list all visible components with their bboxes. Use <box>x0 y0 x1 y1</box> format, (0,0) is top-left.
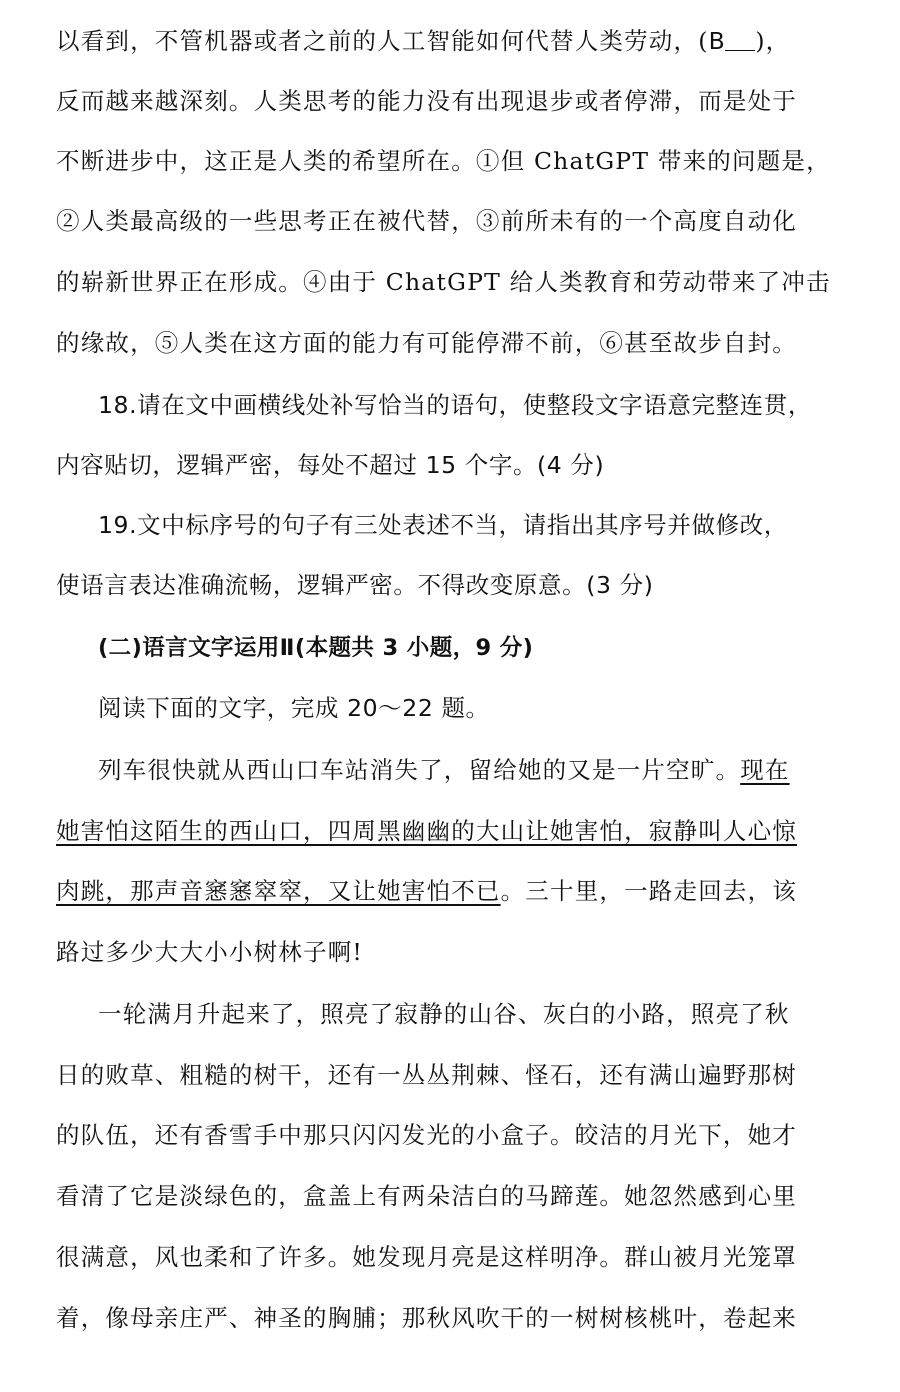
text-segment: 。三十里，一路走回去，该 <box>500 877 798 905</box>
question-18-line-1: 18.请在文中画横线处补写恰当的语句，使整段文字语意完整连贯， <box>98 391 812 419</box>
question-18-line-2: 内容贴切，逻辑严密，每处不超过 15 个字。(4 分) <box>56 451 605 479</box>
passage2-para2-line-4: 看清了它是淡绿色的，盒盖上有两朵洁白的马蹄莲。她忽然感到心里 <box>56 1182 797 1210</box>
passage1-line-6: 的缘故，⑤人类在这方面的能力有可能停滞不前，⑥甚至故步自封。 <box>56 329 797 357</box>
passage2-para2-line-5: 很满意，风也柔和了许多。她发现月亮是这样明净。群山被月光笼罩 <box>56 1243 797 1271</box>
blank-underline <box>725 30 755 51</box>
question-19-line-2: 使语言表达准确流畅，逻辑严密。不得改变原意。(3 分) <box>56 571 654 599</box>
passage2-para1-line-4: 路过多少大大小小树林子啊! <box>56 938 364 966</box>
section-instruction: 阅读下面的文字，完成 20～22 题。 <box>98 694 490 722</box>
answer-blank <box>709 27 756 55</box>
passage2-para1-line-3 <box>56 876 876 906</box>
passage2-para1-line-2 <box>56 816 876 846</box>
section-heading: (二)语言文字运用Ⅱ(本题共 3 小题，9 分) <box>98 635 534 661</box>
passage2-para2-line-2: 日的败草、粗糙的树干，还有一丛丛荆棘、怪石，还有满山遍野那树 <box>56 1061 797 1089</box>
passage1-line-2: 反而越来越深刻。人类思考的能力没有出现退步或者停滞，而是处于 <box>56 87 797 115</box>
text-segment: 列车很快就从西山口车站消失了，留给她的又是一片空旷。 <box>98 756 741 784</box>
text-segment: 以看到，不管机器或者之前的人工智能如何代替人类劳动，( <box>56 27 709 55</box>
blank-letter: B <box>708 27 726 55</box>
question-19-line-1: 19.文中标序号的句子有三处表述不当，请指出其序号并做修改， <box>98 511 788 539</box>
underlined-text: 肉跳，那声音窸窸窣窣，又让她害怕不已 <box>56 877 501 905</box>
passage1-line-3: 不断进步中，这正是人类的希望所在。①但 ChatGPT 带来的问题是， <box>56 147 831 175</box>
passage1-line-5: 的崭新世界正在形成。④由于 ChatGPT 给人类教育和劳动带来了冲击 <box>56 268 831 296</box>
underlined-text: 现在 <box>740 756 790 784</box>
passage2-para2-line-3: 的队伍，还有香雪手中那只闪闪发光的小盒子。皎洁的月光下，她才 <box>56 1121 797 1149</box>
text-segment: )， <box>755 27 791 55</box>
underlined-text: 她害怕这陌生的西山口，四周黑幽幽的大山让她害怕，寂静叫人心惊 <box>56 817 797 845</box>
passage2-para2-line-1: 一轮满月升起来了，照亮了寂静的山谷、灰白的小路，照亮了秋 <box>98 1000 790 1028</box>
passage2-para1-line-1 <box>98 755 878 785</box>
passage1-line-4: ②人类最高级的一些思考正在被代替，③前所未有的一个高度自动化 <box>56 207 797 235</box>
passage1-line-1 <box>56 26 876 56</box>
passage2-para2-line-6: 着，像母亲庄严、神圣的胸脯；那秋风吹干的一树树核桃叶，卷起来 <box>56 1304 797 1332</box>
